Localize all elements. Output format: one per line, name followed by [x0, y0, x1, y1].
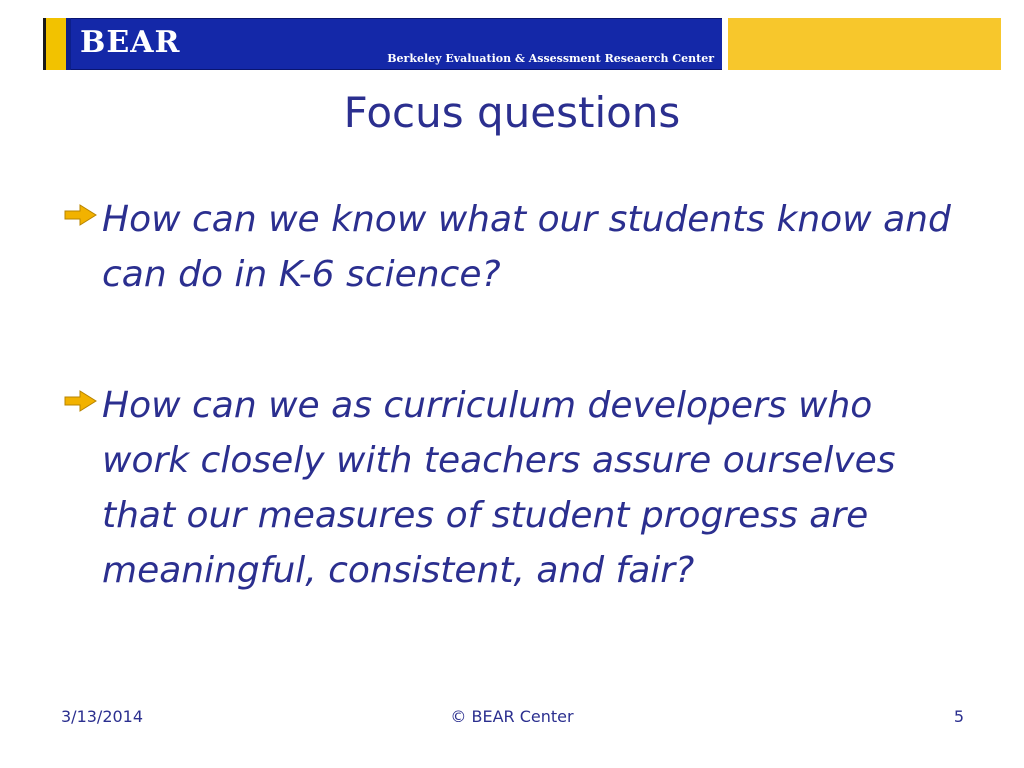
banner-gold-block: [728, 18, 1001, 70]
bullet-item: [60, 192, 960, 302]
banner-subtitle: Berkeley Evaluation & Assessment Reseaerch Center: [387, 52, 714, 65]
slide-title: Focus questions: [343, 88, 681, 137]
slide-number: 5: [953, 707, 964, 726]
bullet-text: How can we know what our students know and can do in K-6 science?: [102, 199, 951, 295]
bullet-text: How can we as curriculum developers who work closely with teachers assure ourselves that our measures of student progress are meaningful, consistent, and fair?: [102, 385, 896, 591]
arrow-right-icon: [64, 390, 98, 412]
footer-copyright: © BEAR Center: [450, 707, 574, 726]
bullet-list: [60, 192, 960, 598]
footer-date: 3/13/2014: [61, 707, 144, 726]
banner-gold-stripe: [46, 18, 66, 70]
bear-logo: BEAR: [80, 25, 181, 60]
bullet-item: [60, 378, 960, 598]
arrow-right-icon: [64, 204, 98, 226]
header-banner: [71, 18, 722, 70]
